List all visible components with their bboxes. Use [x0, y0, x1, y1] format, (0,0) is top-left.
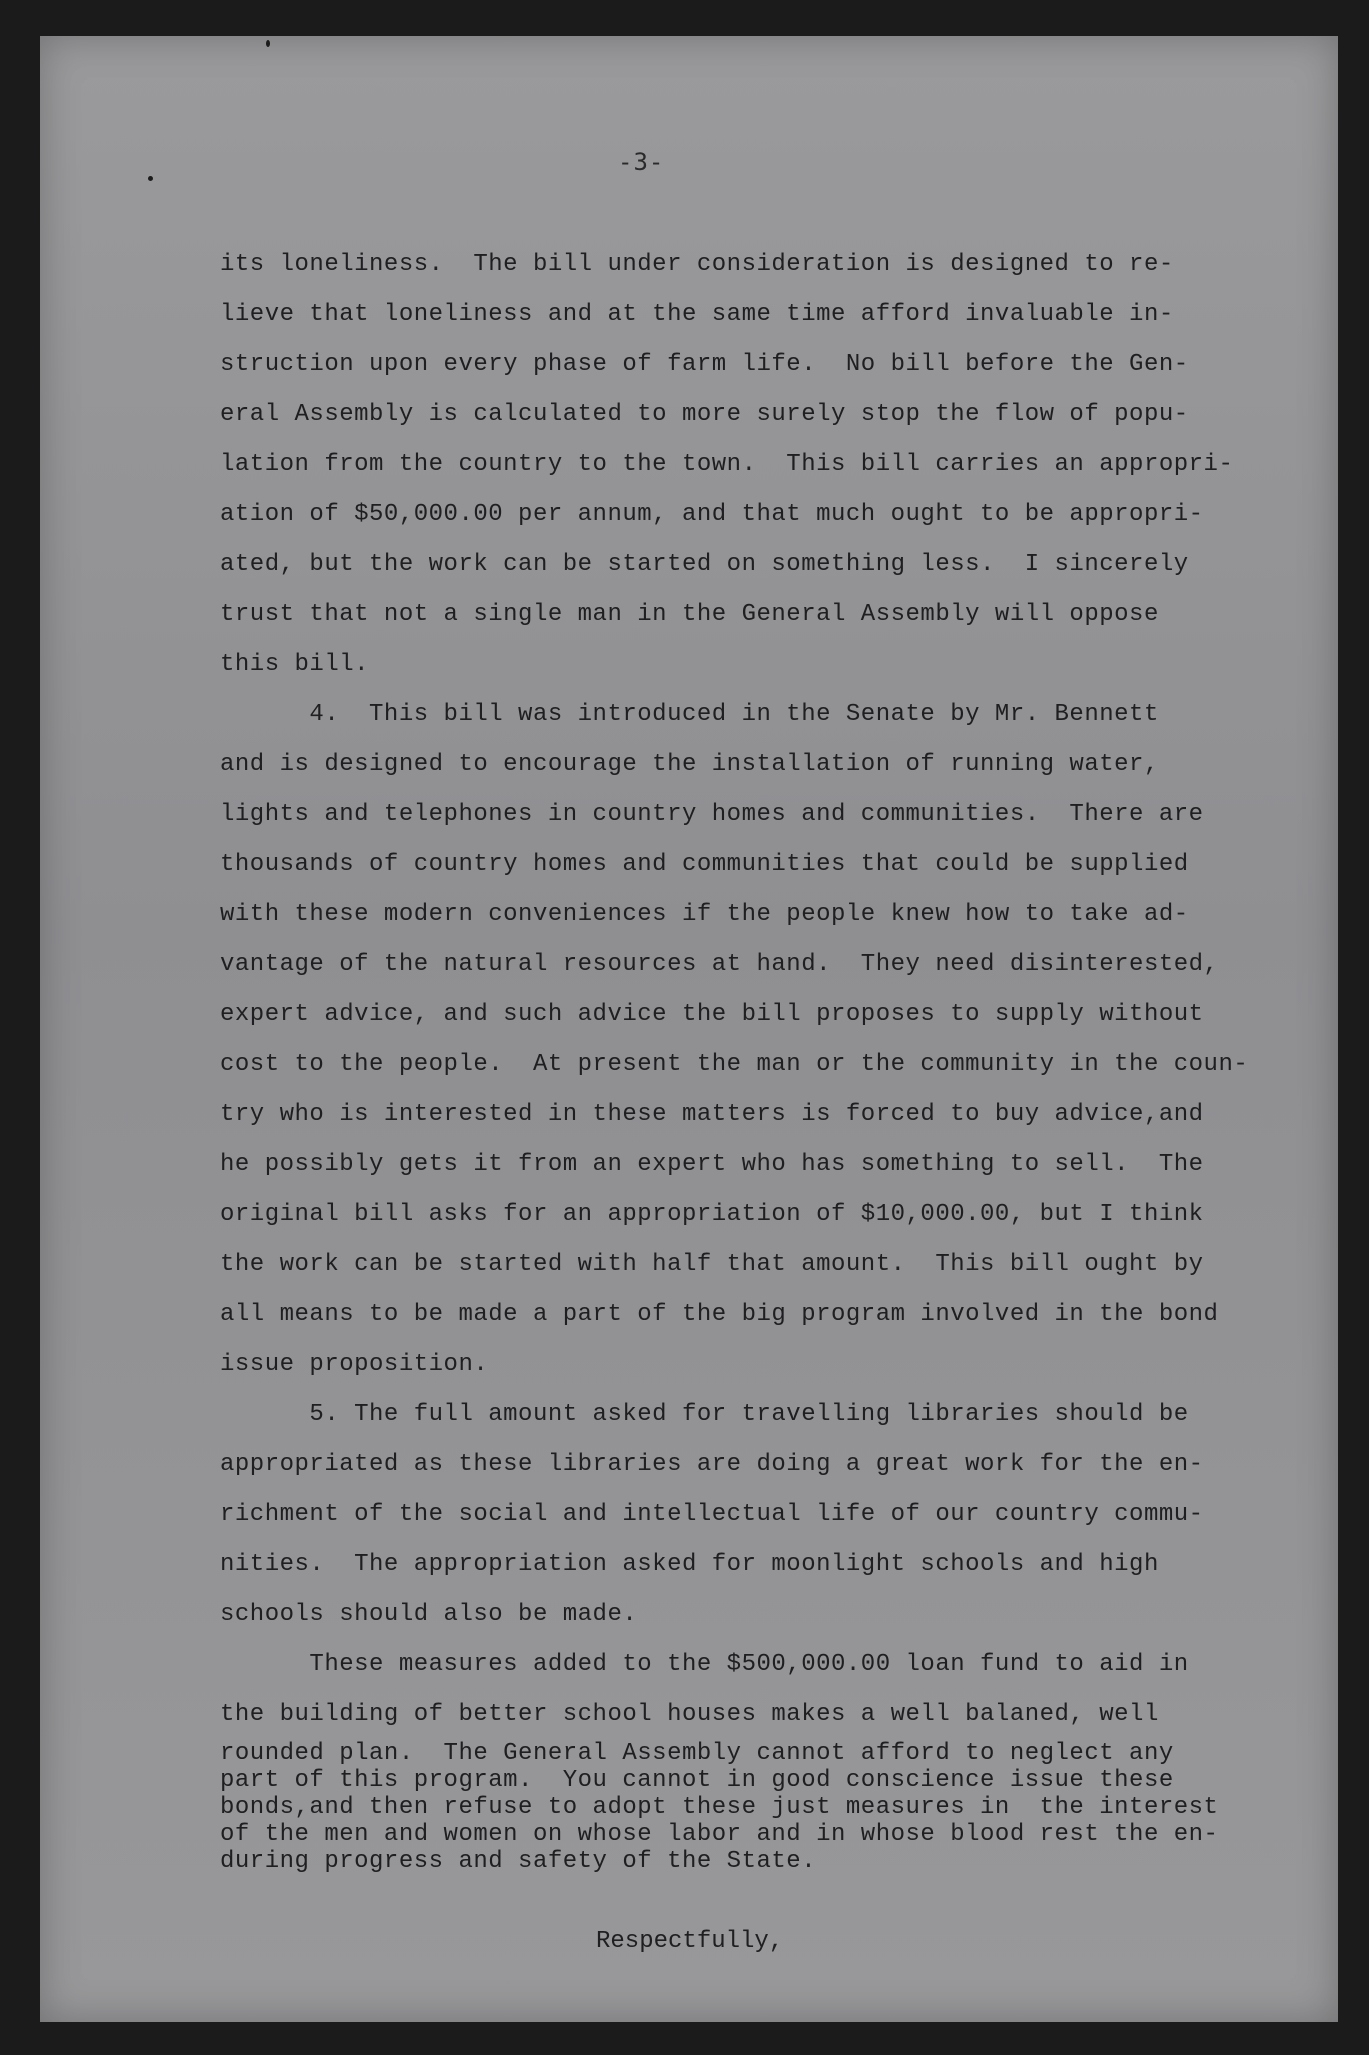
paragraph-final-single-spaced — [220, 1740, 1260, 1875]
text-line: original bill asks for an appropriation of $10,000.00, but I think — [220, 1201, 1204, 1228]
ink-speck — [148, 176, 153, 181]
ink-speck — [266, 40, 270, 47]
text-line: vantage of the natural resources at hand. They need disinterested, — [220, 951, 1219, 978]
text-line: this bill. — [220, 651, 370, 678]
text-line: part of this program. You cannot in good conscience issue these — [220, 1767, 1174, 1794]
paragraph-continuation — [220, 240, 1260, 690]
text-line: issue proposition. — [220, 1351, 489, 1378]
text-line: schools should also be made. — [220, 1601, 638, 1628]
text-line: ated, but the work can be started on something less. I sincerely — [220, 551, 1189, 578]
closing-salutation: Respectfully, — [596, 1928, 784, 1955]
text-line: bonds,and then refuse to adopt these just measures in the interest — [220, 1794, 1219, 1821]
text-line: the work can be started with half that amount. This bill ought by — [220, 1251, 1204, 1278]
text-line: with these modern conveniences if the people knew how to take ad- — [220, 901, 1189, 928]
text-line: cost to the people. At present the man or the community in the coun- — [220, 1051, 1249, 1078]
page-number: -3- — [618, 148, 665, 176]
text-line: lights and telephones in country homes and communities. There are — [220, 801, 1204, 828]
text-line: lieve that loneliness and at the same time afford invaluable in- — [220, 301, 1174, 328]
text-line: try who is interested in these matters is forced to buy advice,and — [220, 1101, 1204, 1128]
letter-body — [220, 240, 1260, 1875]
text-line: ation of $50,000.00 per annum, and that much ought to be appropri- — [220, 501, 1204, 528]
text-line: thousands of country homes and communities that could be supplied — [220, 851, 1189, 878]
text-line: the building of better school houses makes a well balaned, well — [220, 1701, 1159, 1728]
text-line: appropriated as these libraries are doing a great work for the en- — [220, 1451, 1204, 1478]
paragraph-final — [220, 1640, 1260, 1740]
text-line: all means to be made a part of the big program involved in the bond — [220, 1301, 1219, 1328]
text-line: richment of the social and intellectual life of our country commu- — [220, 1501, 1204, 1528]
paragraph-4 — [220, 690, 1260, 1390]
text-line: 5. The full amount asked for travelling libraries should be — [220, 1401, 1189, 1428]
text-line: he possibly gets it from an expert who has something to sell. The — [220, 1151, 1204, 1178]
text-line: lation from the country to the town. This bill carries an appropri- — [220, 451, 1234, 478]
text-line: trust that not a single man in the General Assembly will oppose — [220, 601, 1159, 628]
text-line: nities. The appropriation asked for moonlight schools and high — [220, 1551, 1159, 1578]
text-line: and is designed to encourage the installation of running water, — [220, 751, 1159, 778]
text-line: struction upon every phase of farm life. No bill before the Gen- — [220, 351, 1189, 378]
text-line: 4. This bill was introduced in the Senate by Mr. Bennett — [220, 701, 1159, 728]
text-line: eral Assembly is calculated to more surely stop the flow of popu- — [220, 401, 1189, 428]
text-line: of the men and women on whose labor and in whose blood rest the en- — [220, 1821, 1219, 1848]
text-line: during progress and safety of the State. — [220, 1848, 817, 1875]
text-line: These measures added to the $500,000.00 loan fund to aid in — [220, 1651, 1189, 1678]
text-line: its loneliness. The bill under consideration is designed to re- — [220, 251, 1174, 278]
text-line: rounded plan. The General Assembly cannot afford to neglect any — [220, 1740, 1174, 1767]
text-line: expert advice, and such advice the bill proposes to supply without — [220, 1001, 1204, 1028]
paragraph-5 — [220, 1390, 1260, 1640]
